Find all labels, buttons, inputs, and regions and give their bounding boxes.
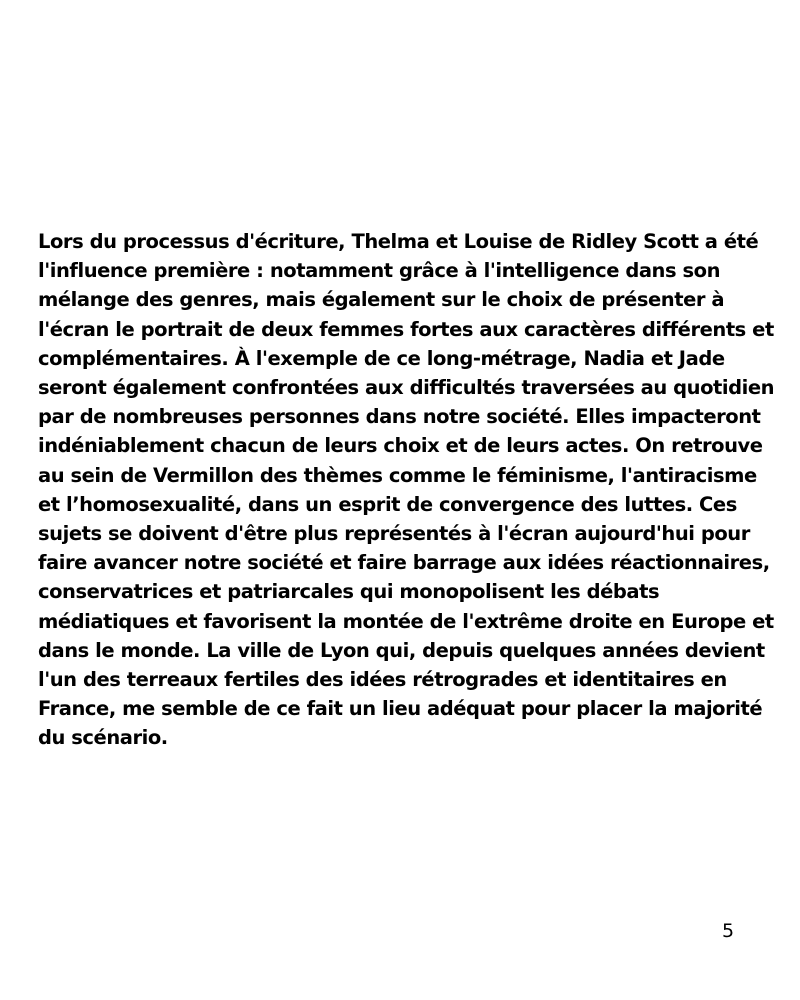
- paragraph-line: complémentaires. À l'exemple de ce long-métrage, Nadia et Jade: [38, 346, 725, 370]
- paragraph-line: indéniablement chacun de leurs choix et de leurs actes. On retrouve: [38, 434, 763, 458]
- paragraph-line: du scénario.: [38, 726, 168, 750]
- paragraph-line: conservatrices et patriarcales qui monopolisent les débats: [38, 580, 660, 604]
- page-number: 5: [721, 920, 735, 942]
- paragraph-line: seront également confrontées aux difficultés traversées au quotidien: [38, 376, 775, 400]
- paragraph-line: l'écran le portrait de deux femmes fortes aux caractères différents et: [38, 317, 774, 341]
- paragraph-line: au sein de Vermillon des thèmes comme le féminisme, l'antiracisme: [38, 463, 757, 487]
- paragraph-line: par de nombreuses personnes dans notre société. Elles impacteront: [38, 405, 761, 429]
- paragraph-line: l'un des terreaux fertiles des idées rétrogrades et identitaires en: [38, 668, 727, 692]
- paragraph-line: dans le monde. La ville de Lyon qui, depuis quelques années devient: [38, 638, 765, 662]
- body-paragraph: [38, 227, 775, 753]
- paragraph-line: et l’homosexualité, dans un esprit de convergence des luttes. Ces: [38, 492, 737, 516]
- paragraph-line: mélange des genres, mais également sur le choix de présenter à: [38, 288, 725, 312]
- paragraph-line: sujets se doivent d'être plus représentés à l'écran aujourd'hui pour: [38, 522, 750, 546]
- paragraph-line: faire avancer notre société et faire barrage aux idées réactionnaires,: [38, 551, 770, 575]
- paragraph-line: l'influence première : notamment grâce à l'intelligence dans son: [38, 259, 721, 283]
- paragraph-line: France, me semble de ce fait un lieu adéquat pour placer la majorité: [38, 697, 763, 721]
- paragraph-line: médiatiques et favorisent la montée de l'extrême droite en Europe et: [38, 609, 774, 633]
- paragraph-line: Lors du processus d'écriture, Thelma et Louise de Ridley Scott a été: [38, 230, 759, 253]
